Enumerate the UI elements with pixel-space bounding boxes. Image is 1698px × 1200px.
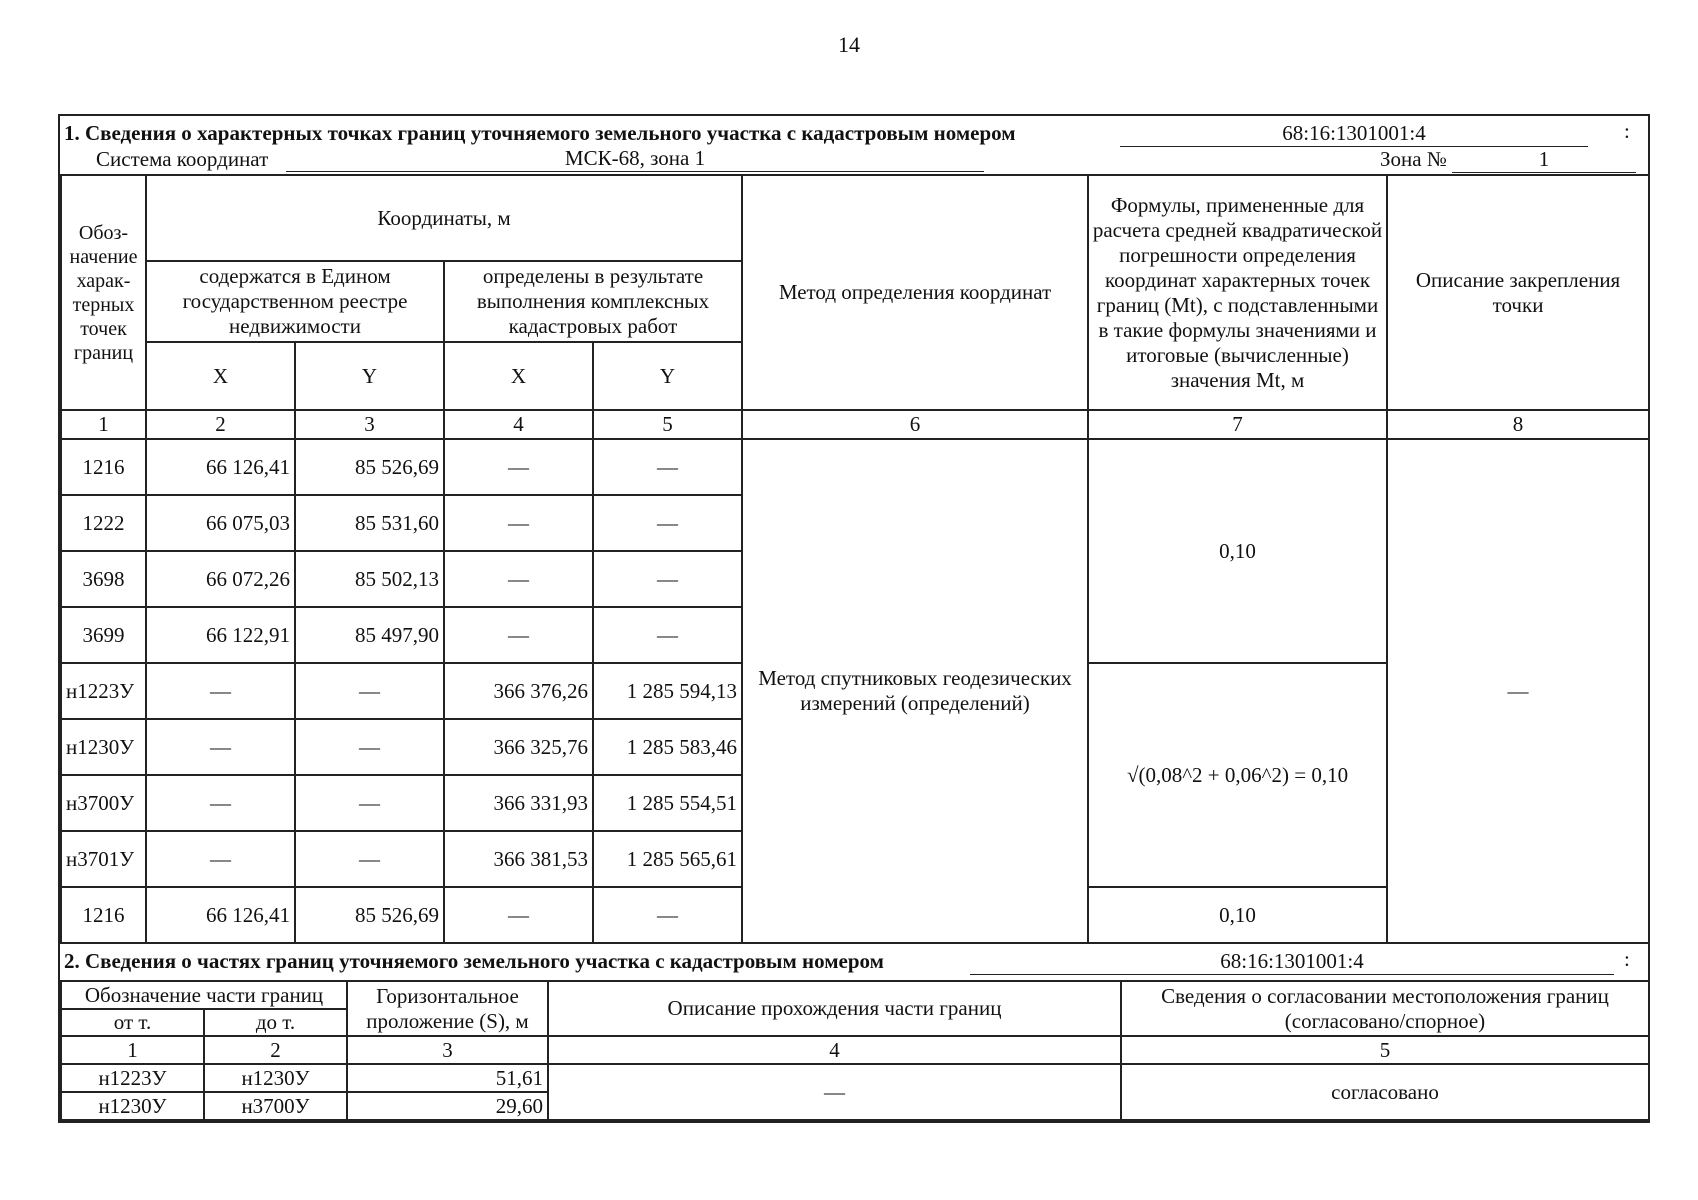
col-number: 8 [1387,410,1649,439]
point-id: 3698 [61,551,146,607]
determined-x: — [444,495,593,551]
determined-y: — [593,887,742,943]
determined-y: — [593,551,742,607]
zone-value: 1 [1452,146,1636,173]
coord-system-label: Система координат [96,147,269,171]
determined-x: 366 325,76 [444,719,593,775]
registry-x: 66 126,41 [146,439,295,495]
registry-x: 66 122,91 [146,607,295,663]
determined-x: — [444,439,593,495]
header-in-registry: содержатся в Едином государственном реестре недвижимости [146,261,444,342]
section1-cadastral-number: 68:16:1301001:4 [1120,120,1588,147]
point-id: 1222 [61,495,146,551]
determined-y: — [593,495,742,551]
registry-y: 85 497,90 [295,607,444,663]
point-id: н3700У [61,775,146,831]
section1-header [60,116,1648,174]
registry-x: — [146,663,295,719]
col-number: 4 [444,410,593,439]
point-id: н1223У [61,663,146,719]
header-formulas: Формулы, примененные для расчета средней квадратической погрешности определения координат характерных точек границ (Mt), с подставленными в такие формулы значениями и итоговые (вычисленные) значения Mt, м [1088,175,1387,410]
determined-x: — [444,551,593,607]
coord-system-value: МСК-68, зона 1 [286,145,984,172]
header-description: Описание прохождения части границ [548,981,1121,1036]
zone-label: Зона № [1380,147,1447,171]
points-table [60,174,1650,944]
col-number: 2 [204,1036,347,1064]
determined-x: — [444,607,593,663]
section2-title: 2. Сведения о частях границ уточняемого земельного участка с кадастровым номером [64,949,884,973]
col-number: 1 [61,410,146,439]
table-row [61,439,1649,495]
header-to: до т. [204,1009,347,1036]
table-row [61,1064,1649,1092]
point-id: н1230У [61,719,146,775]
boundary-parts-table [60,980,1650,1121]
determined-y: 1 285 554,51 [593,775,742,831]
registry-y: 85 531,60 [295,495,444,551]
registry-x: 66 075,03 [146,495,295,551]
determined-y: 1 285 594,13 [593,663,742,719]
col-number: 7 [1088,410,1387,439]
part-to: н3700У [204,1092,347,1120]
header-part-designation: Обозначение части границ [61,981,347,1009]
determined-x: 366 331,93 [444,775,593,831]
header-x1: X [146,342,295,410]
determined-x: — [444,887,593,943]
section1-title: 1. Сведения о характерных точках границ уточняемого земельного участка с кадастровым номером [64,121,1016,145]
header-fixing: Описание закрепления точки [1387,175,1649,410]
header-y2: Y [593,342,742,410]
header-from: от т. [61,1009,204,1036]
header-x2: X [444,342,593,410]
determined-y: — [593,439,742,495]
part-length: 51,61 [347,1064,548,1092]
registry-y: 85 502,13 [295,551,444,607]
mt-value-bottom: 0,10 [1088,887,1387,943]
method-value: Метод спутниковых геодезических измерений (определений) [742,439,1088,943]
header-agreement: Сведения о согласовании местоположения границ (согласовано/спорное) [1121,981,1649,1036]
col-number: 4 [548,1036,1121,1064]
header-horizontal: Горизонтальное проложение (S), м [347,981,548,1036]
registry-x: — [146,831,295,887]
document-frame [58,114,1650,1123]
section2-colon: : [1624,947,1630,971]
registry-y: — [295,663,444,719]
col-number: 6 [742,410,1088,439]
registry-y: 85 526,69 [295,439,444,495]
point-id: 1216 [61,439,146,495]
header-designation: Обоз-начение харак-терных точек границ [61,175,146,410]
part-to: н1230У [204,1064,347,1092]
mt-value-middle: √(0,08^2 + 0,06^2) = 0,10 [1088,663,1387,887]
col-number: 2 [146,410,295,439]
page-number: 14 [838,32,860,57]
agreement-value: согласовано [1121,1064,1649,1120]
registry-x: 66 072,26 [146,551,295,607]
registry-y: 85 526,69 [295,887,444,943]
determined-y: — [593,607,742,663]
header-coordinates: Координаты, м [146,175,742,261]
point-id: н3701У [61,831,146,887]
determined-y: 1 285 565,61 [593,831,742,887]
description-value: — [548,1064,1121,1120]
header-y1: Y [295,342,444,410]
part-from: н1230У [61,1092,204,1120]
col-number: 3 [347,1036,548,1064]
section2-header [60,944,1648,980]
point-id: 3699 [61,607,146,663]
determined-y: 1 285 583,46 [593,719,742,775]
fixing-value: — [1387,439,1649,943]
registry-x: — [146,719,295,775]
mt-value-top: 0,10 [1088,439,1387,663]
registry-x: — [146,775,295,831]
part-length: 29,60 [347,1092,548,1120]
registry-x: 66 126,41 [146,887,295,943]
header-method: Метод определения координат [742,175,1088,410]
col-number: 5 [1121,1036,1649,1064]
col-number: 1 [61,1036,204,1064]
section1-colon: : [1624,119,1630,143]
col-number: 3 [295,410,444,439]
determined-x: 366 376,26 [444,663,593,719]
header-determined: определены в результате выполнения комплексных кадастровых работ [444,261,742,342]
part-from: н1223У [61,1064,204,1092]
determined-x: 366 381,53 [444,831,593,887]
col-number: 5 [593,410,742,439]
registry-y: — [295,831,444,887]
registry-y: — [295,775,444,831]
point-id: 1216 [61,887,146,943]
registry-y: — [295,719,444,775]
section2-cadastral-number: 68:16:1301001:4 [970,948,1614,975]
